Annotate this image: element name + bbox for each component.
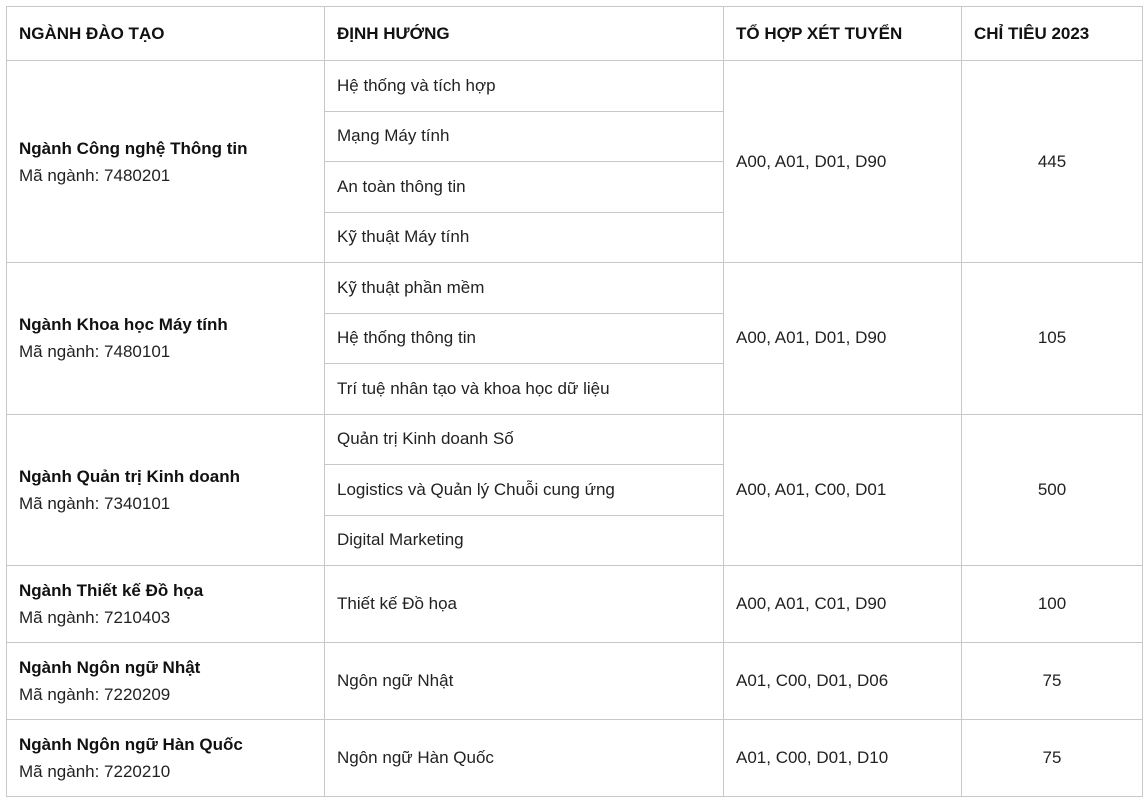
combination-cell: A01, C00, D01, D10 — [724, 720, 962, 797]
orientation-cell: Kỹ thuật phần mềm — [325, 263, 724, 314]
orientation-cell: Hệ thống thông tin — [325, 313, 724, 364]
header-major: NGÀNH ĐÀO TẠO — [7, 7, 325, 61]
table-row — [7, 566, 1143, 643]
combination-cell: A00, A01, C00, D01 — [724, 414, 962, 566]
orientation-cell: Hệ thống và tích hợp — [325, 61, 724, 112]
table-row — [7, 643, 1143, 720]
table-row — [7, 414, 1143, 465]
major-name: Ngành Khoa học Máy tính — [19, 315, 228, 335]
orientation-cell: Logistics và Quản lý Chuỗi cung ứng — [325, 465, 724, 516]
major-cell — [7, 414, 325, 566]
orientation-cell: Quản trị Kinh doanh Số — [325, 414, 724, 465]
major-name: Ngành Ngôn ngữ Nhật — [19, 658, 201, 677]
major-name: Ngành Thiết kế Đồ họa — [19, 581, 204, 600]
major-name: Ngành Công nghệ Thông tin — [19, 138, 248, 158]
header-quota: CHỈ TIÊU 2023 — [962, 7, 1143, 61]
quota-cell: 105 — [962, 263, 1143, 415]
combination-cell: A01, C00, D01, D06 — [724, 643, 962, 720]
orientation-cell: Ngôn ngữ Nhật — [325, 643, 724, 720]
major-name: Ngành Ngôn ngữ Hàn Quốc — [19, 735, 243, 754]
quota-cell: 100 — [962, 566, 1143, 643]
major-name: Ngành Quản trị Kinh doanh — [19, 466, 240, 486]
orientation-cell: Trí tuệ nhân tạo và khoa học dữ liệu — [325, 364, 724, 415]
major-code: Mã ngành: 7340101 — [19, 493, 171, 513]
combination-cell: A00, A01, D01, D90 — [724, 263, 962, 415]
quota-cell: 445 — [962, 61, 1143, 263]
table-row — [7, 61, 1143, 112]
orientation-cell: Kỹ thuật Máy tính — [325, 212, 724, 263]
major-code: Mã ngành: 7480101 — [19, 342, 171, 362]
quota-cell: 75 — [962, 643, 1143, 720]
major-cell — [7, 566, 325, 643]
orientation-cell: Digital Marketing — [325, 515, 724, 566]
major-code: Mã ngành: 7220210 — [19, 762, 171, 781]
major-code: Mã ngành: 7480201 — [19, 165, 171, 185]
orientation-cell: Thiết kế Đồ họa — [325, 566, 724, 643]
major-code: Mã ngành: 7210403 — [19, 608, 171, 627]
table-row — [7, 263, 1143, 314]
header-orientation: ĐỊNH HƯỚNG — [325, 7, 724, 61]
quota-cell: 500 — [962, 414, 1143, 566]
major-cell — [7, 720, 325, 797]
major-cell — [7, 263, 325, 415]
quota-cell: 75 — [962, 720, 1143, 797]
combination-cell: A00, A01, D01, D90 — [724, 61, 962, 263]
major-cell — [7, 643, 325, 720]
major-code: Mã ngành: 7220209 — [19, 685, 171, 704]
table-row — [7, 720, 1143, 797]
header-combination: TỔ HỢP XÉT TUYỂN — [724, 7, 962, 61]
combination-cell: A00, A01, C01, D90 — [724, 566, 962, 643]
header-row — [7, 7, 1143, 61]
admissions-table — [6, 6, 1143, 797]
orientation-cell: An toàn thông tin — [325, 162, 724, 213]
orientation-cell: Ngôn ngữ Hàn Quốc — [325, 720, 724, 797]
orientation-cell: Mạng Máy tính — [325, 111, 724, 162]
major-cell — [7, 61, 325, 263]
